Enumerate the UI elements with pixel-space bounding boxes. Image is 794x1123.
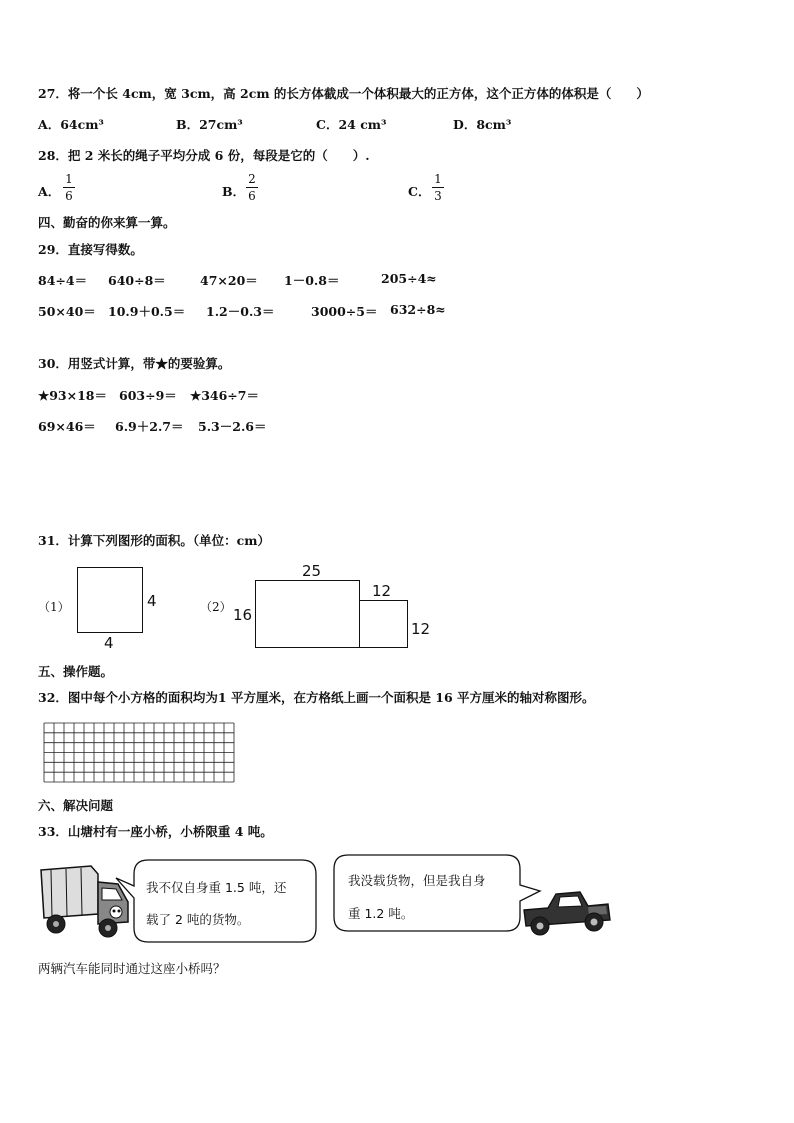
q33-stem: 33．山塘村有一座小桥，小桥限重 4 吨。 [38,824,273,839]
q28-option-b-fraction [246,172,258,203]
q30-item: ★346÷7＝ [190,388,259,403]
large-rect-top-label: 25 [302,562,322,580]
q28-option-b-letter: B． [222,184,246,199]
q28-option-a-letter: A． [38,184,61,199]
fraction-denominator: 6 [248,189,256,203]
q31-stem: 31．计算下列图形的面积。（单位：cm） [38,533,270,548]
large-rect-left-label: 16 [233,606,253,624]
q28-option-c-fraction [432,172,444,203]
fraction-denominator: 3 [434,189,442,203]
q28-option-c-letter: C． [408,184,431,199]
q30-stem: 30．用竖式计算，带★的要验算。 [38,356,231,371]
small-square [359,600,408,648]
fraction-numerator: 2 [248,172,256,186]
square-side-bottom-label: 4 [104,634,114,652]
q29-item: 84÷4＝ [38,273,88,288]
fraction-denominator: 6 [65,189,73,203]
q29-item: 3000÷5＝ [311,304,378,319]
q29-item: 1.2－0.3＝ [206,304,275,319]
fraction-numerator: 1 [434,172,442,186]
section-5-heading: 五、操作题。 [38,664,114,679]
speech-bubble-left [112,856,320,946]
q30-item: 5.3－2.6＝ [198,419,267,434]
fraction-numerator: 1 [65,172,73,186]
q29-item: 640÷8＝ [108,273,166,288]
q27-stem: 27．将一个长 4cm，宽 3cm，高 2cm 的长方体截成一个体积最大的正方体，这个正方体的体积是（ ） [38,86,649,101]
q30-item: ★93×18＝ [38,388,107,403]
q29-item: 205÷4≈ [381,271,437,286]
square-grid-paper[interactable] [43,722,235,783]
q28-stem: 28．把 2 米长的绳子平均分成 6 份，每段是它的（ ）. [38,148,370,163]
small-square-right-label: 12 [411,620,431,638]
q32-stem: 32．图中每个小方格的面积均为1 平方厘米，在方格纸上画一个面积是 16 平方厘米的轴对称图形。 [38,690,595,705]
small-square-top-label: 12 [372,582,392,600]
bubble-left-line-1: 我不仅自身重 1.5 吨，还 [146,880,287,895]
q29-item: 50×40＝ [38,304,96,319]
speech-bubble-right [330,851,544,935]
square-side-right-label: 4 [147,592,157,610]
q27-option-a: A．64cm³ [38,117,104,132]
square-figure [77,567,143,633]
q29-stem: 29．直接写得数。 [38,242,143,257]
q33-question: 两辆汽车能同时通过这座小桥吗？ [38,961,226,976]
bubble-right-line-2: 重 1.2 吨。 [348,906,414,921]
pickup-truck-illustration [518,880,613,942]
q27-option-d: D．8cm³ [453,117,512,132]
q30-item: 6.9＋2.7＝ [115,419,184,434]
q29-item: 632÷8≈ [390,302,446,317]
q27-option-c: C．24 cm³ [316,117,387,132]
bubble-left-line-2: 载了 2 吨的货物。 [146,912,250,927]
q29-item: 47×20＝ [200,273,258,288]
q27-option-b: B．27cm³ [176,117,243,132]
q29-item: 10.9＋0.5＝ [108,304,186,319]
q30-item: 69×46＝ [38,419,96,434]
section-4-heading: 四、勤奋的你来算一算。 [38,215,176,230]
figure-1-label: （1） [38,600,70,614]
q28-option-a-fraction [63,172,75,203]
figure-2-label: （2） [200,600,232,614]
section-6-heading: 六、解决问题 [38,798,114,813]
q30-item: 603÷9＝ [119,388,177,403]
q29-item: 1－0.8＝ [284,273,340,288]
large-rectangle [255,580,360,648]
bubble-right-line-1: 我没载货物，但是我自身 [348,873,486,888]
